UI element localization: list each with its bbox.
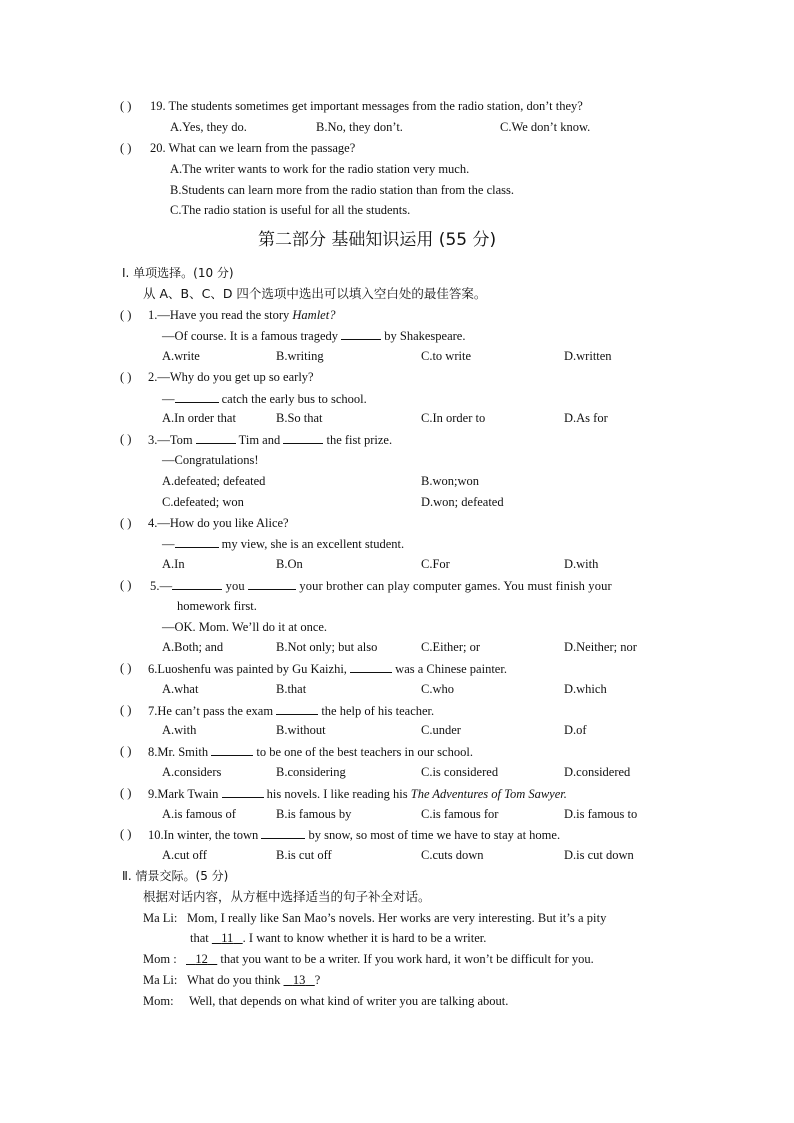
option-c: C.defeated; won — [162, 495, 244, 509]
answer-blank — [341, 327, 381, 340]
question-stem: 6.Luoshenfu was painted by Gu Kaizhi, was a Chinese painter. — [148, 662, 507, 676]
option-d: D.Neither; nor — [564, 640, 637, 654]
dialog-line: Mom, I really like San Mao’s novels. Her works are very interesting. But it’s a pity — [187, 911, 607, 925]
option-a: A.Yes, they do. — [170, 120, 247, 134]
option-b: B.without — [276, 723, 326, 737]
option-b: B.is famous by — [276, 807, 352, 821]
option-b: B.considering — [276, 765, 346, 779]
speaker-label: Ma Li: — [143, 973, 178, 987]
answer-paren: ( ) — [120, 744, 132, 758]
option-c: C.cuts down — [421, 848, 484, 862]
answer-blank — [172, 577, 222, 590]
answer-paren: ( ) — [120, 703, 132, 717]
answer-blank — [276, 702, 318, 715]
speaker-label: Mom: — [143, 994, 174, 1008]
option-c: C.is famous for — [421, 807, 499, 821]
option-b: B.On — [276, 557, 303, 571]
dialog-line: What do you think 13 ? — [187, 973, 321, 987]
answer-blank — [196, 431, 236, 444]
answer-paren: ( ) — [120, 827, 132, 841]
question-stem: 5.— you your brother can play computer games. You must finish your — [150, 579, 612, 593]
answer-paren: ( ) — [120, 99, 132, 113]
option-b: B.won;won — [421, 474, 479, 488]
option-c: C.The radio station is useful for all the students. — [170, 203, 411, 217]
speaker-label: Ma Li: — [143, 911, 178, 925]
section-instruction: 根据对话内容，从方框中选择适当的句子补全对话。 — [143, 889, 431, 904]
option-d: D.is famous to — [564, 807, 638, 821]
option-d: D.of — [564, 723, 587, 737]
answer-paren: ( ) — [120, 141, 132, 155]
dialog-line-cont: that 11 . I want to know whether it is hard to be a writer. — [190, 931, 487, 945]
option-d: D.is cut down — [564, 848, 634, 862]
option-c: C.We don’t know. — [500, 120, 591, 134]
option-b: B.writing — [276, 349, 324, 363]
option-a: A.considers — [162, 765, 222, 779]
question-reply: — my view, she is an excellent student. — [162, 537, 405, 551]
dialog-line: Well, that depends on what kind of writer you are talking about. — [189, 994, 509, 1008]
option-c: C.who — [421, 682, 454, 696]
option-a: A.Both; and — [162, 640, 224, 654]
section-instruction: 从 A、B、C、D 四个选项中选出可以填入空白处的最佳答案。 — [143, 286, 487, 301]
answer-paren: ( ) — [120, 308, 132, 322]
speaker-label: Mom : — [143, 952, 177, 966]
option-a: A.with — [162, 723, 197, 737]
option-a: A.In order that — [162, 411, 236, 425]
question-stem: 2.—Why do you get up so early? — [148, 370, 314, 384]
option-b: B.is cut off — [276, 848, 332, 862]
option-c: C.under — [421, 723, 461, 737]
question-stem: 3.—Tom Tim and the fist prize. — [148, 433, 393, 447]
option-c: C.For — [421, 557, 450, 571]
option-d: D.with — [564, 557, 599, 571]
option-a: A.what — [162, 682, 199, 696]
question-stem: 7.He can’t pass the exam the help of his teacher. — [148, 704, 435, 718]
option-c: C.In order to — [421, 411, 486, 425]
blank-12: 12 — [195, 952, 208, 966]
option-d: D.which — [564, 682, 607, 696]
option-d: D.considered — [564, 765, 631, 779]
section-heading: Ⅱ. 情景交际。(5 分) — [122, 869, 229, 883]
question-stem: 1.—Have you read the story Hamlet? — [148, 308, 336, 322]
question-stem: 8.Mr. Smith to be one of the best teachers in our school. — [148, 745, 473, 759]
answer-blank — [222, 785, 264, 798]
option-b: B.Students can learn more from the radio station than from the class. — [170, 183, 515, 197]
part-title: 第二部分 基础知识运用 (55 分) — [258, 230, 497, 250]
answer-blank — [175, 535, 219, 548]
option-b: B.Not only; but also — [276, 640, 378, 654]
option-a: A.cut off — [162, 848, 207, 862]
answer-blank — [350, 660, 392, 673]
option-c: C.to write — [421, 349, 471, 363]
answer-paren: ( ) — [120, 661, 132, 675]
question-stem: 9.Mark Twain his novels. I like reading his The Adventures of Tom Sawyer. — [148, 787, 567, 801]
option-c: C.Either; or — [421, 640, 481, 654]
option-a: A.write — [162, 349, 200, 363]
question-stem: 20. What can we learn from the passage? — [150, 141, 356, 155]
answer-blank — [248, 577, 296, 590]
option-b: B.No, they don’t. — [316, 120, 403, 134]
answer-paren: ( ) — [120, 432, 132, 446]
answer-blank — [283, 431, 323, 444]
question-stem: 4.—How do you like Alice? — [148, 516, 289, 530]
option-b: B.So that — [276, 411, 323, 425]
question-reply: —Congratulations! — [162, 453, 259, 467]
option-a: A.In — [162, 557, 185, 571]
question-stem-cont: homework first. — [177, 599, 257, 613]
question-stem: 10.In winter, the town by snow, so most of time we have to stay at home. — [148, 828, 561, 842]
option-d: D.written — [564, 349, 612, 363]
blank-11: 11 — [221, 931, 234, 945]
question-reply: —OK. Mom. We’ll do it at once. — [162, 620, 328, 634]
question-reply: —Of course. It is a famous tragedy by Shakespeare. — [162, 329, 466, 343]
question-reply: — catch the early bus to school. — [162, 392, 367, 406]
option-a: A.The writer wants to work for the radio station very much. — [170, 162, 470, 176]
dialog-line: 12 that you want to be a writer. If you work hard, it won’t be difficult for you. — [186, 951, 594, 967]
answer-blank — [211, 743, 253, 756]
option-c: C.is considered — [421, 765, 499, 779]
option-b: B.that — [276, 682, 307, 696]
answer-paren: ( ) — [120, 516, 132, 530]
question-stem: 19. The students sometimes get important messages from the radio station, don’t they? — [150, 99, 583, 113]
option-a: A.defeated; defeated — [162, 474, 266, 488]
option-a: A.is famous of — [162, 807, 236, 821]
answer-paren: ( ) — [120, 370, 132, 384]
section-heading: Ⅰ. 单项选择。(10 分) — [122, 266, 234, 280]
option-d: D.won; defeated — [421, 495, 504, 509]
blank-13: 13 — [292, 973, 306, 987]
option-d: D.As for — [564, 411, 608, 425]
answer-blank — [175, 390, 219, 403]
answer-paren: ( ) — [120, 786, 132, 800]
answer-blank — [261, 826, 305, 839]
answer-paren: ( ) — [120, 578, 132, 592]
